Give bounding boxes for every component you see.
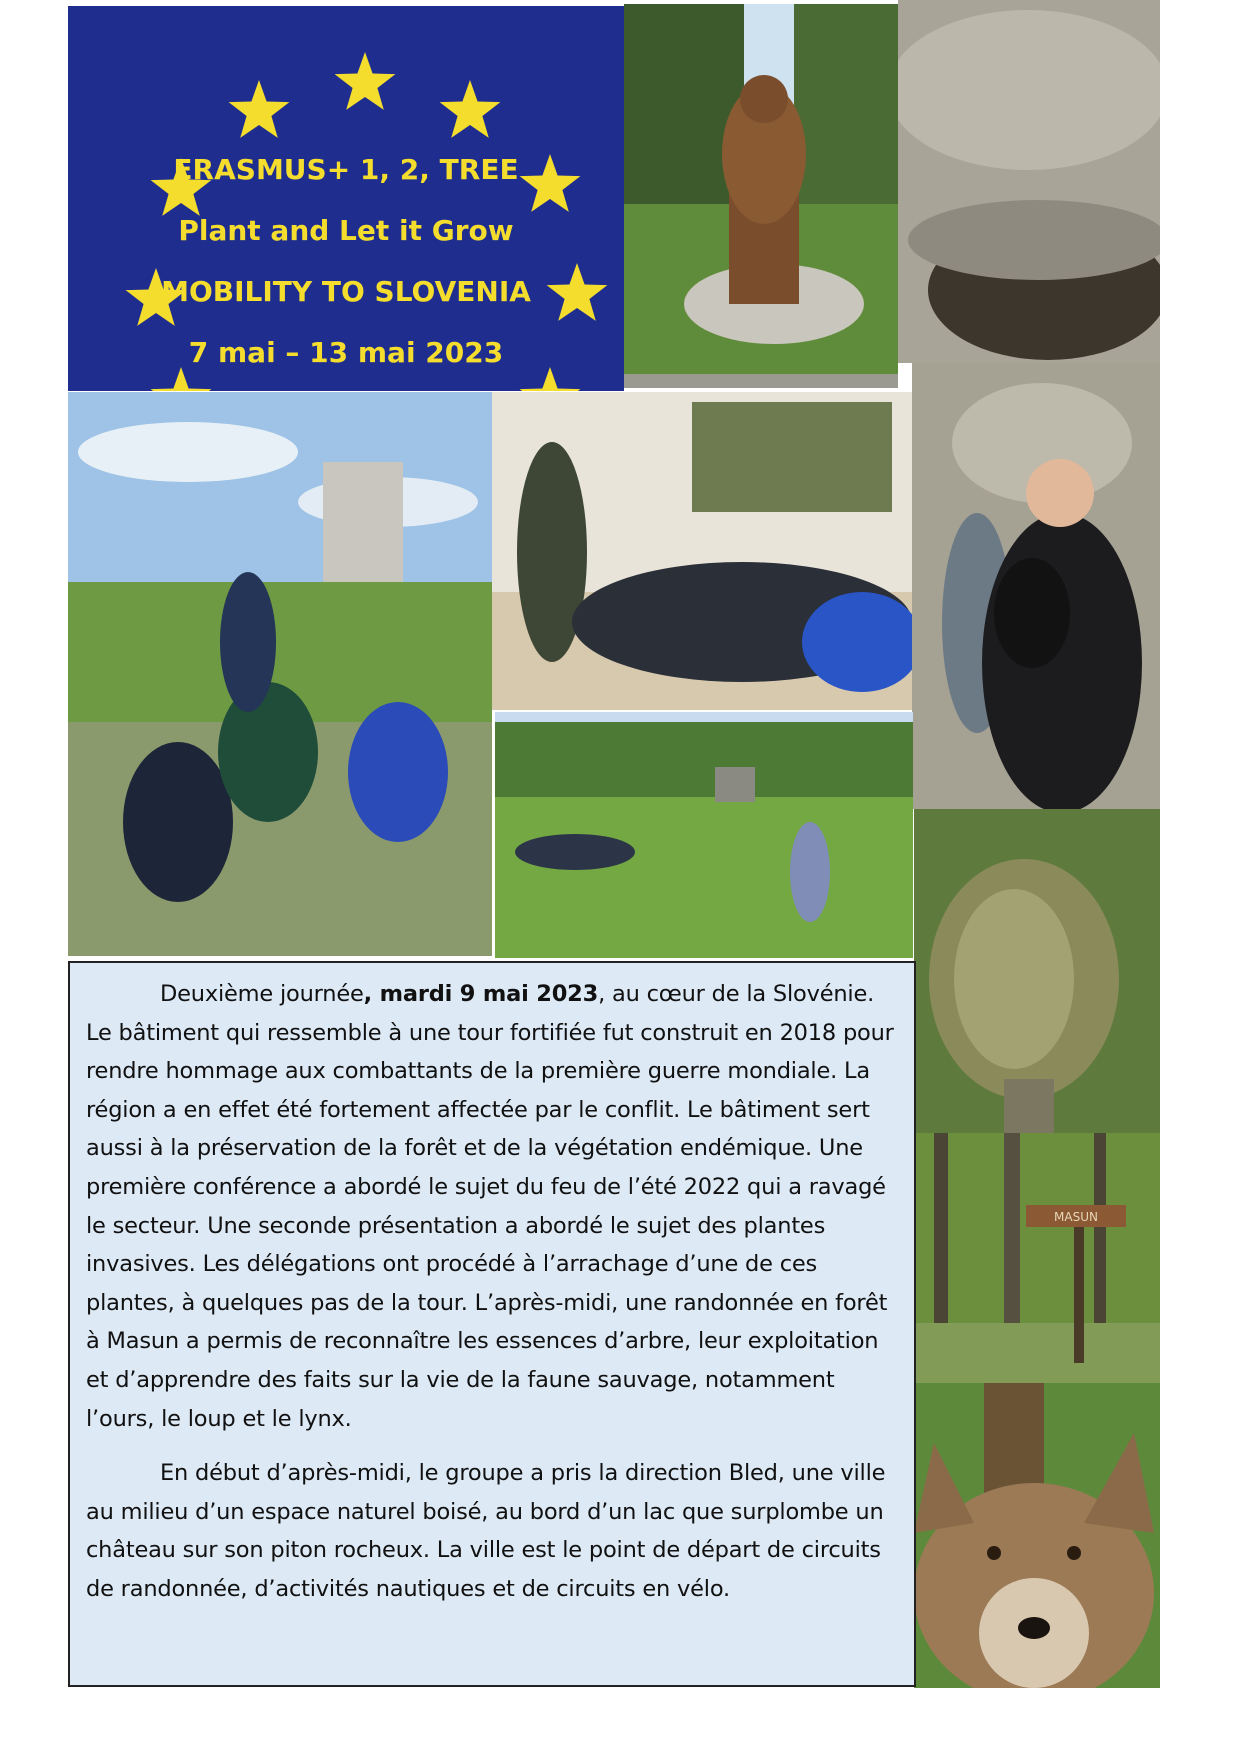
banner-subtitle: Plant and Let it Grow [178, 214, 514, 247]
star-icon [151, 367, 212, 391]
bear-statue-photo [624, 4, 898, 388]
star-icon [335, 52, 396, 110]
article-text-box [68, 961, 916, 1687]
mossy-tree-photo [914, 809, 1160, 1133]
erasmus-banner [68, 6, 624, 391]
banner-dates: 7 mai – 13 mai 2023 [188, 336, 504, 369]
star-icon [229, 80, 290, 138]
article-body-2: En début d’après-midi, le groupe a pris la direction Bled, une ville au milieu d’un espace naturel boisé, au bord d’un lac que surplombe un château sur son piton rocheux. La ville est le point de départ de circuits de randonnée, d’activités nautiques et de circuits en vélo. [86, 1460, 886, 1602]
girl-with-cat-photo [912, 363, 1160, 809]
conference-photo [492, 392, 912, 710]
banner-title: ERASMUS+ 1, 2, TREE [173, 153, 519, 186]
article-body: , au cœur de la Slovénie. Le bâtiment qui ressemble à une tour fortifiée fut construit en 2018 pour rendre hommage aux combattants de la première guerre mondiale. La région a en effet été fortement affectée par le conflit. Le bâtiment sert aussi à la préservation de la forêt et de la végétation endémique. Une première conférence a abordé le sujet du feu de l’été 2022 qui a ravagé le secteur. Une seconde présentation a abordé le sujet des plantes invasives. Les délégations ont procédé à l’arrachage d’une de ces plantes, à quelques pas de la tour. L’après-midi, une randonnée en forêt à Masun a permis de reconnaître les essences d’arbre, leur exploitation et d’apprendre des faits sur la vie de la faune sauvage, notamment l’ours, le loup et le lynx. [86, 981, 894, 1432]
star-icon [440, 80, 501, 138]
tower-planting-photo [68, 392, 492, 956]
star-icon [520, 367, 581, 391]
article-intro: Deuxième journée [160, 981, 364, 1007]
wolf-photo [914, 1383, 1160, 1688]
article-date: , mardi 9 mai 2023 [363, 981, 599, 1007]
meadow-hike-photo [495, 712, 913, 958]
cave-rock-photo [898, 0, 1160, 363]
article-paragraph-2 [86, 1454, 899, 1608]
eu-stars-icon [68, 6, 624, 391]
article-paragraph-1 [86, 975, 899, 1438]
masun-sign-photo [914, 1133, 1160, 1383]
masun-sign-text: MASUN [1054, 1210, 1098, 1224]
banner-mobility: MOBILITY TO SLOVENIA [161, 275, 531, 308]
